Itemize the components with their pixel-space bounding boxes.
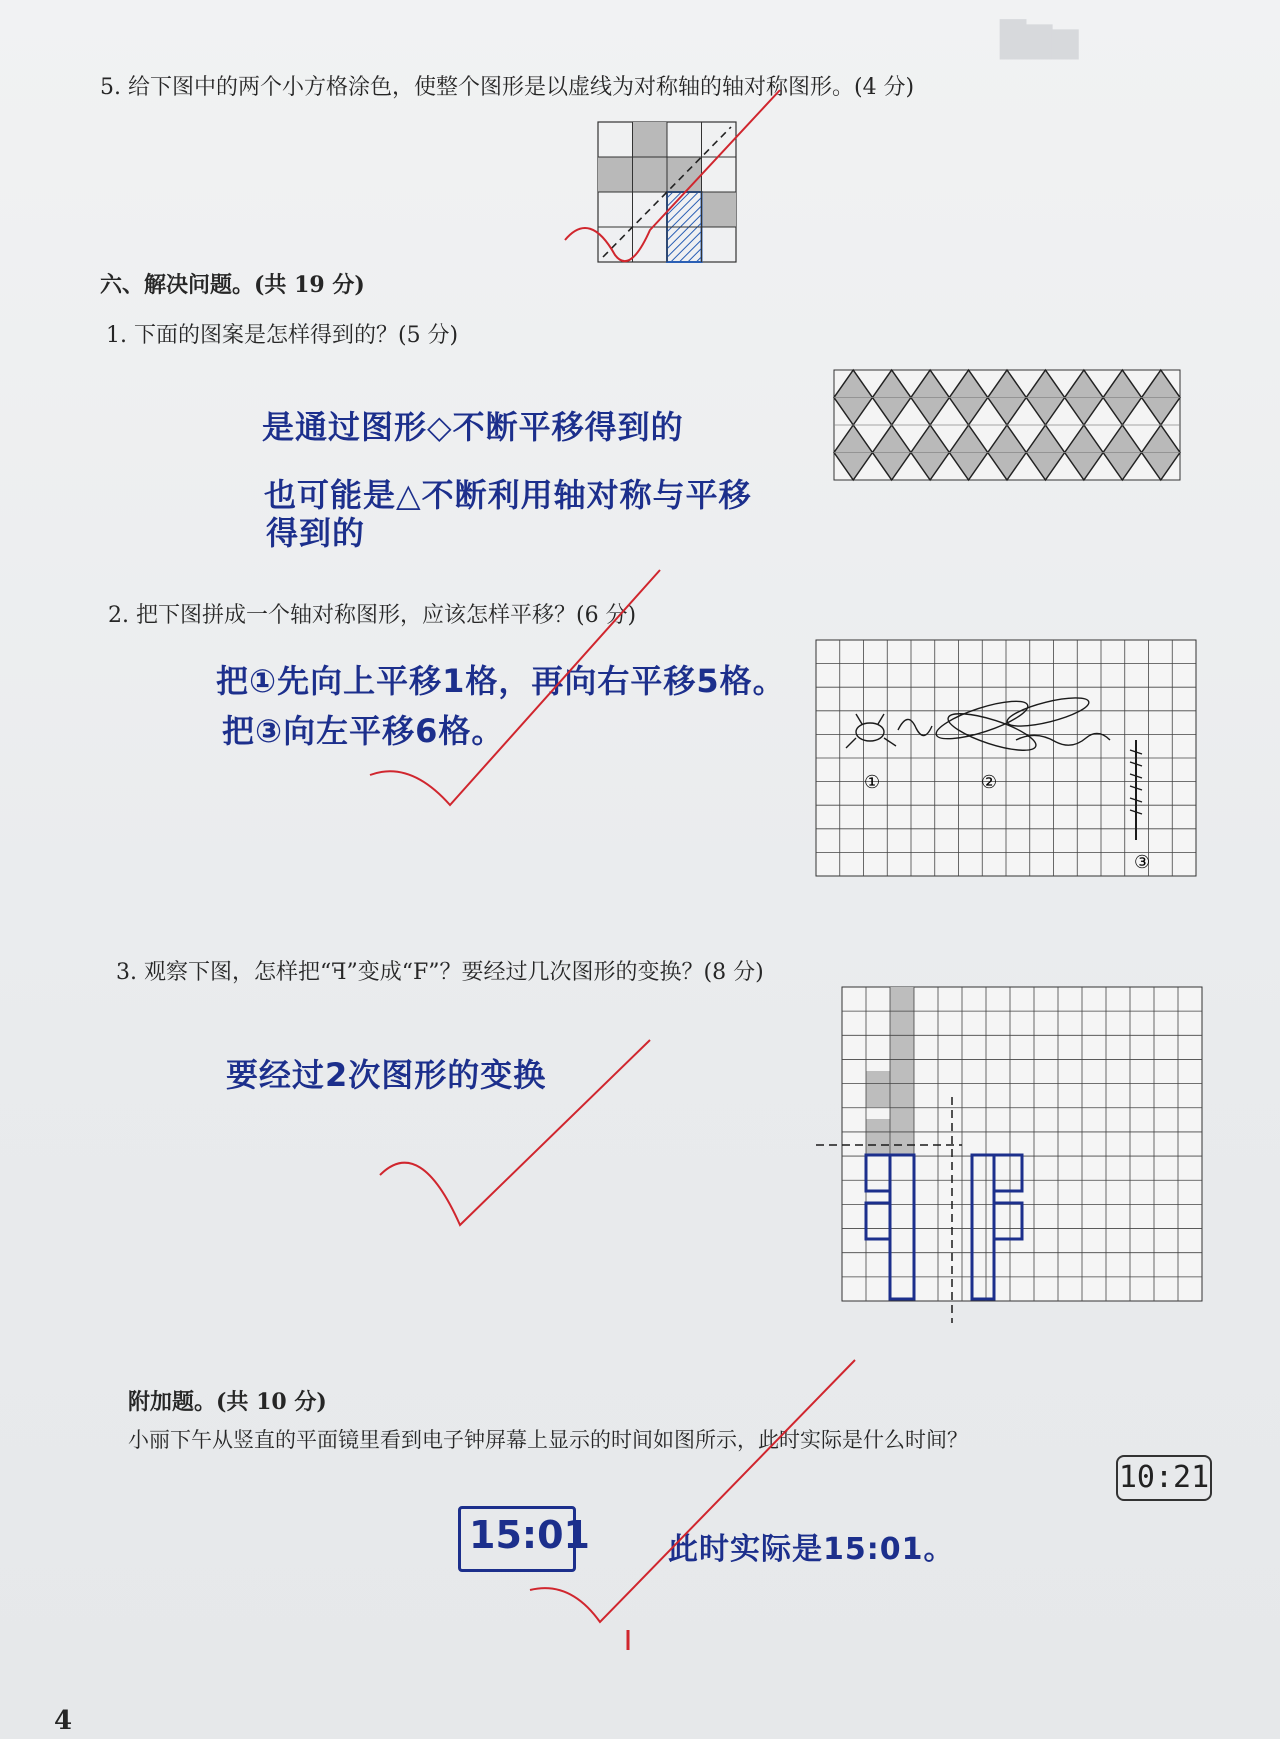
p3-question: 3. 观察下图，怎样把“ꟻ”变成“F”？要经过几次图形的变换？(8 分)	[116, 960, 764, 985]
p1-answer-line2: 也可能是△不断利用轴对称与平移	[264, 476, 752, 514]
page-number: 4	[54, 1706, 73, 1736]
p1-question: 1. 下面的图案是怎样得到的？(5 分)	[106, 323, 459, 348]
diamond-pattern	[834, 370, 1180, 480]
label-1: ①	[864, 772, 881, 793]
f-transform-grid	[842, 987, 1202, 1301]
check-mark	[530, 1360, 860, 1650]
label-3: ③	[1134, 852, 1151, 873]
q5-question: 5. 给下图中的两个小方格涂色，使整个图形是以虚线为对称轴的轴对称图形。(4 分)	[100, 75, 915, 100]
p1-answer-line1: 是通过图形◇不断平移得到的	[262, 408, 684, 446]
check-mark	[370, 570, 670, 810]
section-title: 六、解决问题。(共 19 分)	[100, 272, 365, 298]
p2-answer-line1: 把①先向上平移1格，再向右平移5格。	[216, 662, 786, 700]
check-mark	[380, 1040, 660, 1240]
check-mark	[560, 80, 790, 280]
bonus-question: 小丽下午从竖直的平面镜里看到电子钟屏幕上显示的时间如图所示，此时实际是什么时间？	[128, 1428, 968, 1452]
bonus-answer: 此时实际是15:01。	[668, 1532, 955, 1567]
p3-answer: 要经过2次图形的变换	[226, 1056, 547, 1094]
mirror-clock: 10:21	[1116, 1455, 1212, 1501]
answer-clock-time: 15:01	[469, 1513, 590, 1557]
p2-question: 2. 把下图拼成一个轴对称图形，应该怎样平移？(6 分)	[108, 603, 637, 628]
translation-grid	[816, 640, 1196, 876]
p1-answer-line3: 得到的	[266, 514, 366, 552]
bleed-through-text: █▇▆	[1000, 20, 1079, 60]
bonus-title: 附加题。(共 10 分)	[128, 1389, 327, 1415]
label-2: ②	[981, 772, 998, 793]
p2-answer-line2: 把③向左平移6格。	[222, 712, 505, 750]
